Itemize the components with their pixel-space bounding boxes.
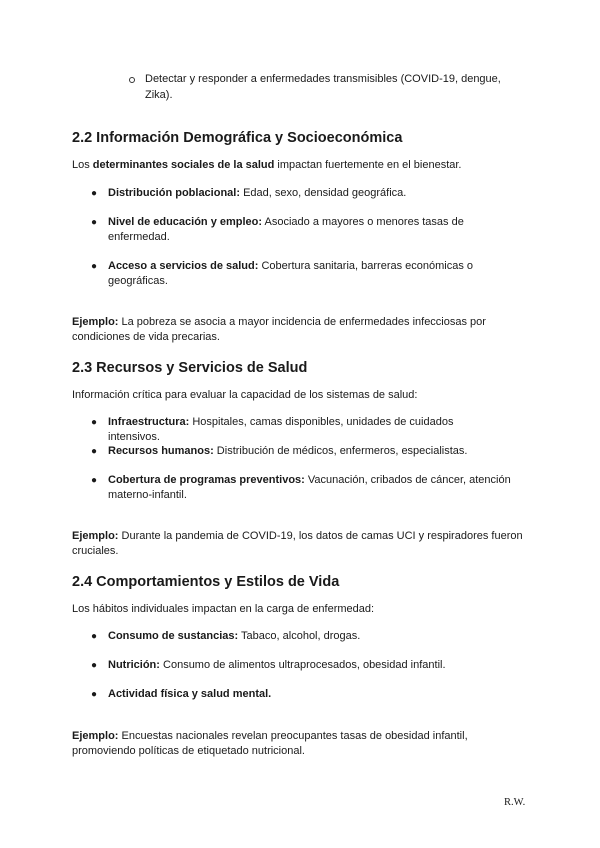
list-item-text: Edad, sexo, densidad geográfica. (240, 187, 407, 199)
list-item-label: Nutrición: (108, 659, 160, 671)
list-item-text: Cobertura sanitaria, barreras económicas o geográficas. (108, 260, 474, 287)
list-item-label: Actividad física y salud mental. (108, 688, 272, 700)
example-text: Encuestas nacionales revelan preocupantes tasas de obesidad infantil, promoviendo políticas de etiquetado nutricional. (72, 730, 468, 757)
bullet-icon: ● (90, 660, 98, 671)
bullet-icon: ● (90, 261, 98, 272)
intro-bold: determinantes sociales de la salud (92, 159, 275, 171)
section-2-4-intro: Los hábitos individuales impactan en la carga de enfermedad: (72, 603, 375, 615)
list-item-label: Distribución poblacional: (108, 187, 241, 199)
list-item (108, 658, 508, 673)
list-item-text: Tabaco, alcohol, drogas. (238, 630, 361, 642)
section-2-4-example (72, 729, 492, 759)
list-item-text: Vacunación, cribados de cáncer, atención materno-infantil. (108, 474, 511, 501)
circle-bullet-icon (129, 77, 135, 83)
list-item-label: Nivel de educación y empleo: (108, 216, 263, 228)
example-text: La pobreza se asocia a mayor incidencia de enfermedades infecciosas por condiciones de vida precarias. (72, 316, 486, 343)
bullet-icon: ● (90, 417, 98, 428)
example-label: Ejemplo: (72, 530, 119, 542)
bullet-icon: ● (90, 689, 98, 700)
section-2-3-example (72, 529, 530, 559)
bullet-icon: ● (90, 188, 98, 199)
list-item (108, 473, 513, 503)
top-item-line2: Zika). (145, 89, 173, 101)
list-item-label: Consumo de sustancias: (108, 630, 239, 642)
list-item-text: Distribución de médicos, enfermeros, especialistas. (213, 445, 468, 457)
bullet-icon: ● (90, 446, 98, 457)
list-item (108, 415, 508, 445)
list-item (108, 186, 508, 201)
section-heading-2-4: 2.4 Comportamientos y Estilos de Vida (72, 574, 340, 590)
list-item-label: Recursos humanos: (108, 445, 214, 457)
bullet-icon: ● (90, 475, 98, 486)
bullet-icon: ● (90, 631, 98, 642)
section-2-2-intro (72, 158, 462, 173)
list-item (108, 687, 508, 702)
example-text: Durante la pandemia de COVID-19, los datos de camas UCI y respiradores fueron cruciales. (72, 530, 523, 557)
example-label: Ejemplo: (72, 730, 119, 742)
section-heading-2-3: 2.3 Recursos y Servicios de Salud (72, 360, 308, 376)
list-item (108, 259, 483, 289)
section-2-2-example (72, 315, 502, 345)
list-item (108, 629, 508, 644)
list-item-label: Cobertura de programas preventivos: (108, 474, 305, 486)
section-heading-2-2: 2.2 Información Demográfica y Socioeconómica (72, 130, 403, 146)
list-item-text: Asociado a mayores o menores tasas de enfermedad. (108, 216, 464, 243)
list-item-text: Consumo de alimentos ultraprocesados, obesidad infantil. (159, 659, 446, 671)
intro-prefix: Los (72, 159, 93, 171)
list-item-label: Infraestructura: (108, 416, 190, 428)
intro-suffix: impactan fuertemente en el bienestar. (274, 159, 462, 171)
top-item-line1: Detectar y responder a enfermedades transmisibles (COVID-19, dengue, (145, 73, 501, 85)
list-item (108, 444, 508, 459)
list-item-text: Hospitales, camas disponibles, unidades de cuidados intensivos. (108, 416, 454, 443)
list-item-label: Acceso a servicios de salud: (108, 260, 259, 272)
example-label: Ejemplo: (72, 316, 119, 328)
bullet-icon: ● (90, 217, 98, 228)
section-2-3-intro: Información crítica para evaluar la capacidad de los sistemas de salud: (72, 389, 418, 401)
list-item (108, 215, 483, 245)
footer-initials: R.W. (504, 797, 526, 808)
